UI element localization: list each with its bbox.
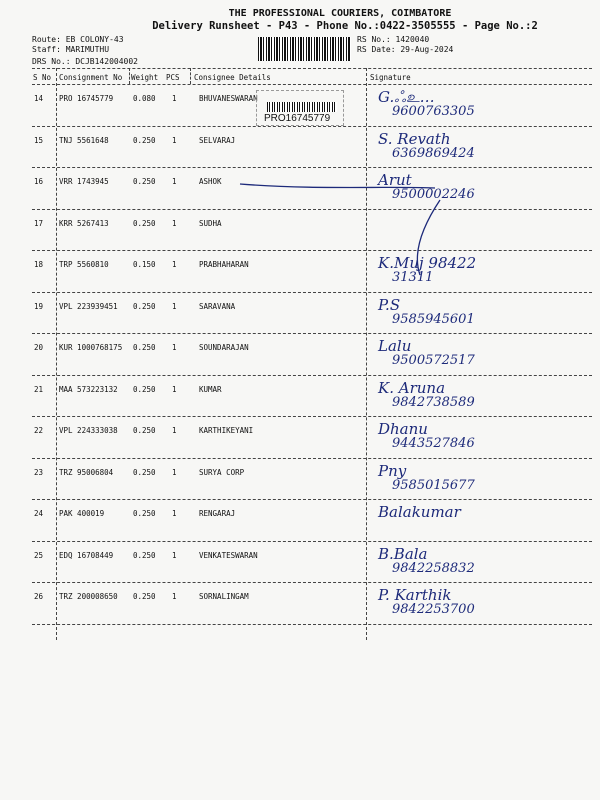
row-signature-phone: 6369869424 xyxy=(392,145,475,161)
row-signature-phone: 9842253700 xyxy=(392,602,475,617)
row-pcs: 1 xyxy=(172,94,177,103)
row-consignment-no: TRZ 200008650 xyxy=(59,592,118,601)
row-signature-phone: 9585945601 xyxy=(392,311,475,327)
rs-number: RS No.: 1420040 xyxy=(357,35,430,44)
row-pcs: 1 xyxy=(172,467,177,477)
row-divider xyxy=(32,458,592,459)
row-consignee-name: VENKATESWARAN xyxy=(199,550,258,560)
row-pcs: 1 xyxy=(172,426,177,435)
row-divider xyxy=(32,167,592,168)
row-weight: 0.250 xyxy=(133,135,156,145)
row-weight: 0.250 xyxy=(133,301,156,311)
rs-date: RS Date: 29-Aug-2024 xyxy=(357,45,454,54)
row-weight: 0.250 xyxy=(133,592,156,601)
row-signature: K. Aruna xyxy=(378,378,446,397)
row-signature-phone: 9600763305 xyxy=(392,104,475,119)
row-weight: 0.250 xyxy=(133,218,156,228)
row-consignee-name: SOUNDARAJAN xyxy=(199,343,249,352)
col-header-consignee: Consignee Details xyxy=(194,73,271,82)
row-signature-phone: 9500572517 xyxy=(392,353,475,368)
row-divider xyxy=(32,292,592,293)
row-divider xyxy=(32,582,592,583)
row-sno: 25 xyxy=(34,550,44,560)
row-consignment-no: MAA 573223132 xyxy=(59,384,118,394)
col-divider xyxy=(129,68,130,84)
row-signature: Balakumar xyxy=(378,503,461,521)
sticker-barcode xyxy=(267,102,337,112)
row-weight: 0.250 xyxy=(133,509,156,518)
col-divider xyxy=(56,68,57,640)
drs-label: DRS No.: DCJB142004002 xyxy=(32,57,138,66)
header-divider-top xyxy=(32,68,592,69)
row-signature-phone: 9500002246 xyxy=(392,187,475,202)
row-divider xyxy=(32,541,592,542)
row-consignment-no: VPL 223939451 xyxy=(59,301,118,311)
row-divider xyxy=(32,375,592,376)
row-consignee-name: PRABHAHARAN xyxy=(199,260,249,269)
row-divider xyxy=(32,624,592,625)
row-consignment-no: VPL 224333038 xyxy=(59,426,118,435)
handwritten-arrow xyxy=(235,170,495,280)
row-consignment-no: TNJ 5561648 xyxy=(59,135,109,145)
row-signature: Dhanu xyxy=(378,420,428,438)
row-weight: 0.250 xyxy=(133,550,156,560)
row-consignee-name: SUDHA xyxy=(199,218,222,228)
row-consignee-name: KUMAR xyxy=(199,384,222,394)
header-divider-bottom xyxy=(32,84,592,85)
row-consignment-no: PRO 16745779 xyxy=(59,94,114,103)
row-pcs: 1 xyxy=(172,177,177,186)
company-title: THE PROFESSIONAL COURIERS, COIMBATORE xyxy=(228,8,452,19)
row-consignment-no: VRR 1743945 xyxy=(59,177,109,186)
row-signature-phone: 9585015677 xyxy=(392,477,475,493)
row-pcs: 1 xyxy=(172,218,177,228)
row-consignee-name: ASHOK xyxy=(199,177,222,186)
row-signature: G.ஃஉ… xyxy=(378,88,435,106)
row-consignee-name: SORNALINGAM xyxy=(199,592,249,601)
row-signature: Arut xyxy=(378,171,412,189)
row-sno: 26 xyxy=(34,592,44,601)
row-consignee-name: RENGARAJ xyxy=(199,509,236,518)
runsheet-subtitle: Delivery Runsheet - P43 - Phone No.:0422-3505555 - Page No.:2 xyxy=(152,20,538,32)
row-divider xyxy=(32,416,592,417)
row-sno: 21 xyxy=(34,384,44,394)
row-signature-phone: 9443527846 xyxy=(392,436,475,451)
row-sno: 14 xyxy=(34,94,44,103)
row-sno: 20 xyxy=(34,343,44,352)
col-header-consignment: Consignment No xyxy=(59,73,123,82)
row-weight: 0.250 xyxy=(133,384,156,394)
row-signature: Pny xyxy=(378,461,407,480)
col-header-pcs: PCS xyxy=(166,73,180,82)
row-consignee-name: SELVARAJ xyxy=(199,135,236,145)
staff-label: Staff: MARIMUTHU xyxy=(32,45,110,54)
row-consignment-no: TRP 5560810 xyxy=(59,260,109,269)
row-consignee-name: SURYA CORP xyxy=(199,467,245,477)
row-pcs: 1 xyxy=(172,343,177,352)
row-sno: 23 xyxy=(34,467,44,477)
sticker-code: PRO16745779 xyxy=(264,113,331,124)
route-label: Route: EB COLONY-43 xyxy=(32,35,124,44)
row-divider xyxy=(32,333,592,334)
row-sno: 22 xyxy=(34,426,44,435)
row-weight: 0.250 xyxy=(133,426,156,435)
row-sno: 17 xyxy=(34,218,44,228)
row-weight: 0.250 xyxy=(133,177,156,186)
row-weight: 0.250 xyxy=(133,343,156,352)
row-consignee-name: SARAVANA xyxy=(199,301,236,311)
row-consignment-no: TRZ 95006804 xyxy=(59,467,114,477)
row-pcs: 1 xyxy=(172,509,177,518)
row-consignment-no: EDQ 16708449 xyxy=(59,550,114,560)
row-consignee-name: BHUVANESWARAN xyxy=(199,94,258,103)
row-sno: 18 xyxy=(34,260,44,269)
row-signature: Lalu xyxy=(378,337,412,355)
col-divider xyxy=(366,68,367,640)
col-divider xyxy=(190,68,191,84)
row-pcs: 1 xyxy=(172,384,177,394)
row-weight: 0.150 xyxy=(133,260,156,269)
row-sno: 16 xyxy=(34,177,44,186)
row-signature: K.Muj 98422 xyxy=(378,254,477,272)
row-consignee-name: KARTHIKEYANI xyxy=(199,426,254,435)
col-header-signature: Signature xyxy=(370,73,411,82)
row-sno: 15 xyxy=(34,135,44,145)
row-signature: P.S xyxy=(378,295,401,314)
row-sno: 24 xyxy=(34,509,44,518)
row-signature: P. Karthik xyxy=(378,586,452,604)
row-weight: 0.080 xyxy=(133,94,156,103)
row-consignment-no: PAK 400019 xyxy=(59,509,105,518)
row-signature: B.Bala xyxy=(378,544,428,563)
col-header-weight: Weight xyxy=(131,73,159,82)
row-signature-phone: 31311 xyxy=(392,270,434,285)
header-barcode xyxy=(258,37,351,61)
col-header-sno: S No xyxy=(33,73,52,82)
row-divider xyxy=(32,499,592,500)
row-consignment-no: KRR 5267413 xyxy=(59,218,109,228)
row-weight: 0.250 xyxy=(133,467,156,477)
row-pcs: 1 xyxy=(172,135,177,145)
row-signature-phone: 9842738589 xyxy=(392,394,475,410)
row-pcs: 1 xyxy=(172,550,177,560)
row-signature-phone: 9842258832 xyxy=(392,560,475,576)
row-consignment-no: KUR 1000768175 xyxy=(59,343,123,352)
row-pcs: 1 xyxy=(172,592,177,601)
row-pcs: 1 xyxy=(172,260,177,269)
row-pcs: 1 xyxy=(172,301,177,311)
row-signature: S. Revath xyxy=(378,129,451,148)
row-sno: 19 xyxy=(34,301,44,311)
